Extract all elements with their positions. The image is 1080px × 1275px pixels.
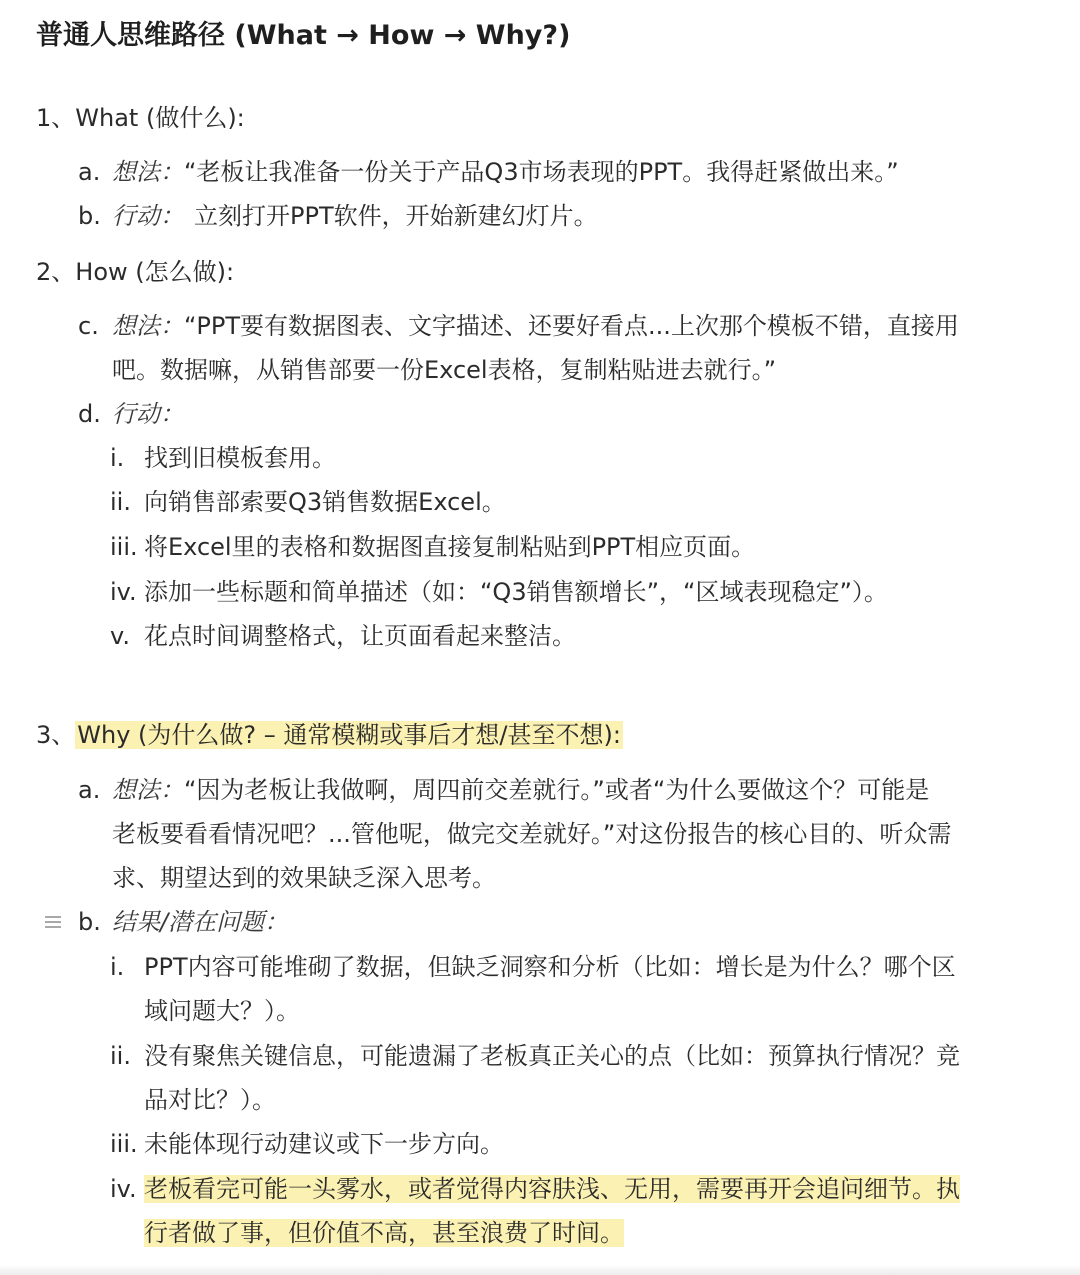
- section-heading-why: [36, 718, 623, 752]
- page-title: 普通人思维路径 (What → How → Why?): [36, 20, 571, 51]
- list-marker: c.: [78, 312, 99, 340]
- section-heading-label: 3、: [36, 721, 76, 749]
- list-marker: i.: [110, 444, 125, 472]
- item-text: 找到旧模板套用。: [144, 444, 336, 472]
- list-marker: iii.: [110, 533, 138, 561]
- list-marker: ii.: [110, 1042, 131, 1070]
- section-heading-highlight: Why (为什么做? – 通常模糊或事后才想/甚至不想):: [77, 721, 621, 749]
- item-text: 向销售部索要Q3销售数据Excel。: [144, 488, 506, 516]
- item-text-line: 求、期望达到的效果缺乏深入思考。: [112, 864, 496, 892]
- item-label: 行动：: [112, 202, 184, 230]
- list-marker: b.: [78, 202, 101, 230]
- list-marker: ii.: [110, 488, 131, 516]
- item-text: 将Excel里的表格和数据图直接复制粘贴到PPT相应页面。: [144, 533, 756, 561]
- item-text-line: PPT内容可能堆砌了数据，但缺乏洞察和分析（比如：增长是为什么？哪个区: [144, 953, 956, 981]
- item-text: 花点时间调整格式，让页面看起来整洁。: [144, 622, 576, 650]
- item-text-line: “PPT要有数据图表、文字描述、还要好看点...上次那个模板不错，直接用: [184, 312, 959, 340]
- item-text-line: 域问题大？）。: [144, 997, 300, 1025]
- list-marker: i.: [110, 953, 125, 981]
- item-text-line: 没有聚焦关键信息，可能遗漏了老板真正关心的点（比如：预算执行情况？竞: [144, 1042, 960, 1070]
- list-marker: a.: [78, 158, 101, 186]
- item-text: 立刻打开PPT软件，开始新建幻灯片。: [194, 202, 598, 230]
- list-marker: iv.: [110, 1175, 137, 1203]
- list-marker: a.: [78, 776, 101, 804]
- list-marker: b.: [78, 908, 101, 936]
- item-text: 添加一些标题和简单描述（如：“Q3销售额增长”，“区域表现稳定”）。: [144, 578, 888, 606]
- item-label: 想法：: [112, 776, 184, 804]
- section-heading-how: [36, 255, 234, 289]
- item-label: 想法：: [112, 158, 184, 186]
- section-heading-label: 1、What (做什么):: [36, 104, 245, 132]
- item-label: 想法：: [112, 312, 184, 340]
- highlighted-text-line: 行者做了事，但价值不高，甚至浪费了时间。: [144, 1219, 624, 1247]
- list-marker: iii.: [110, 1130, 138, 1158]
- drag-handle-icon[interactable]: [44, 912, 62, 936]
- section-heading-what: [36, 101, 245, 135]
- item-text-line: 吧。数据嘛，从销售部要一份Excel表格，复制粘贴进去就行。”: [112, 356, 777, 384]
- list-marker: v.: [110, 622, 130, 650]
- section-heading-label: 2、How (怎么做):: [36, 258, 235, 286]
- list-marker: d.: [78, 400, 101, 428]
- item-label: 结果/潜在问题：: [112, 908, 289, 936]
- bottom-edge-shade: [0, 1265, 1080, 1275]
- item-text: “老板让我准备一份关于产品Q3市场表现的PPT。我得赶紧做出来。”: [184, 158, 899, 186]
- item-text-line: “因为老板让我做啊，周四前交差就行。”或者“为什么要做这个？可能是: [184, 776, 930, 804]
- highlighted-text-line: 老板看完可能一头雾水，或者觉得内容肤浅、无用，需要再开会追问细节。执: [144, 1175, 960, 1203]
- item-text: 未能体现行动建议或下一步方向。: [144, 1130, 504, 1158]
- item-text-line: 品对比？）。: [144, 1086, 276, 1114]
- item-label: 行动：: [112, 400, 184, 428]
- list-marker: iv.: [110, 578, 137, 606]
- item-text-line: 老板要看看情况吧？...管他呢，做完交差就好。”对这份报告的核心目的、听众需: [112, 820, 952, 848]
